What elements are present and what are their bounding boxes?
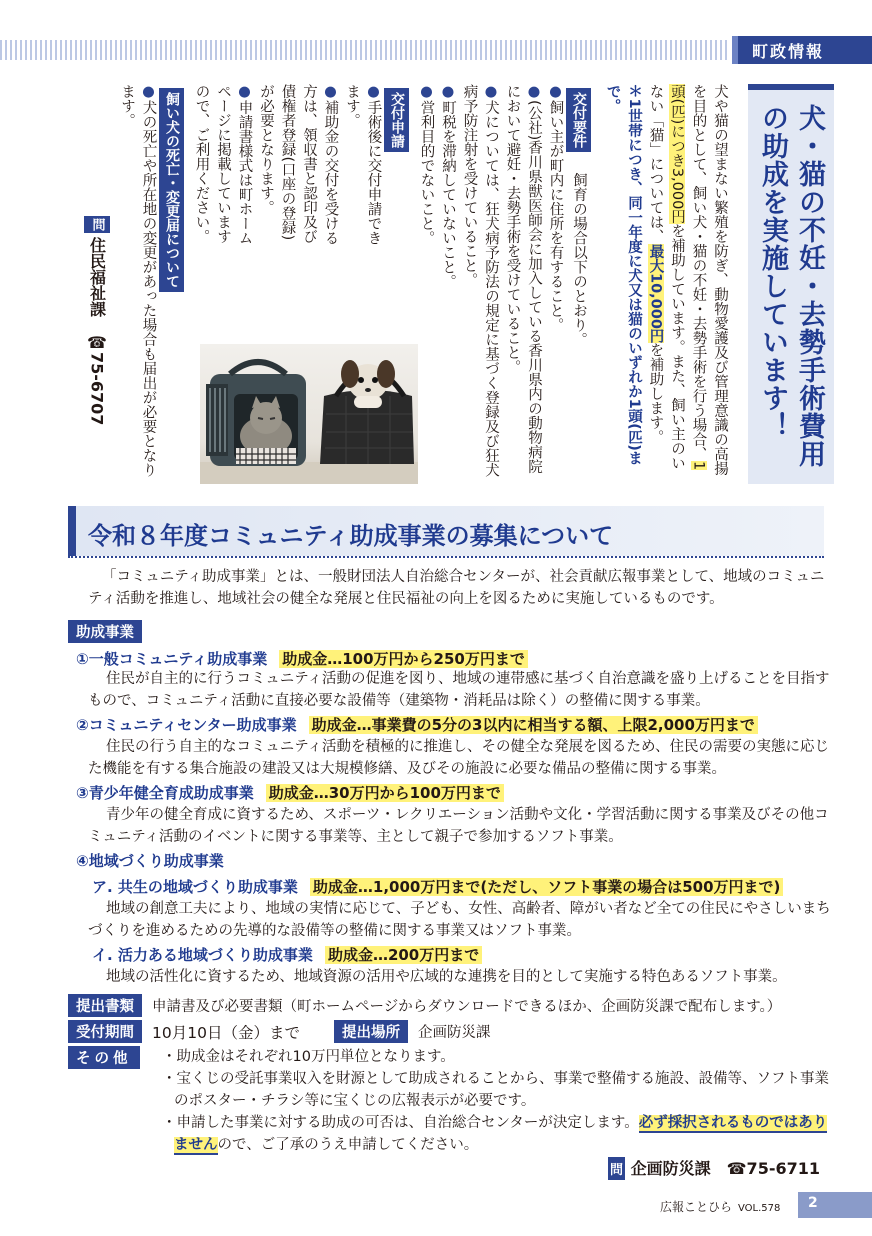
requirement-item: ●(公社)香川県獣医師会に加入している香川県内の動物病院において避妊・去勢手術を受けていること。 [504, 84, 542, 474]
subsidy-highlight-2: 最大10,000円 [647, 243, 664, 343]
subprogram-a-amount: 助成金…1,000万円まで(ただし、ソフト事業の場合は500万円まで) [310, 878, 783, 896]
program-4-heading: ④地域づくり助成事業 [76, 852, 224, 870]
requirement-item: ●町税を滞納していないこと。 [440, 84, 456, 289]
publication-footer: 広報ことひら VOL.578 [660, 1200, 781, 1214]
phone-number: ☎75-6707 [87, 333, 107, 426]
death-notice-heading: 飼い犬の死亡・変更届について [159, 88, 185, 292]
requirements-lead: 飼育の場合以下のとおり。 [571, 172, 587, 347]
apply-heading: 交付申請 [384, 88, 410, 152]
inquiry-icon: 問 [608, 1157, 625, 1180]
community-intro: 「コミュニティ助成事業」とは、一般財団法人自治総合センターが、社会貢献広報事業として、地域のコミュニティ活動を推進し、地域社会の健全な発展と住民福祉の向上を図るために実施しているものです。 [88, 569, 825, 607]
subprogram-b-desc: 地域の活性化に資するため、地域資源の活用や広域的な連携を目的として実施する特色あるソフト事業。 [106, 969, 787, 985]
period-text: 10月10日（金）まで [152, 1023, 300, 1042]
program-2-desc: 住民の行う自主的なコミュニティ活動を積極的に推進し、その健全な発展を図るため、住民の需要の実態に応じた機能を有する集合施設の建設又は大規模修繕、及びその施設に必要な備品の整備に関する事業。 [88, 739, 829, 777]
requirements-heading: 交付要件 [566, 88, 592, 152]
apply-block [384, 84, 410, 254]
docs-tag: 提出書類 [68, 994, 142, 1017]
apply-item: ●補助金の交付を受ける方は、領収書と認印及び債権者登録(口座の登録)が必要となります。 [258, 84, 339, 245]
subprogram-a-desc: 地域の創意工夫により、地域の実情に応じて、子ども、女性、高齢者、障がい者など全ての住民にやさしいまちづくりを進めるための先導的な設備等の整備に関する事業又はソフト事業。 [88, 901, 831, 939]
subprogram-b-amount: 助成金…200万円まで [325, 946, 482, 964]
docs-text: 申請書及び必要書類（町ホームページからダウンロードできるほか、企画防災課で配布します。） [152, 999, 782, 1015]
requirement-item: ●営利目的でないこと。 [418, 84, 435, 245]
phone-number: ☎75-6711 [726, 1159, 820, 1178]
apply-item: ●申請書様式は町ホームページに掲載していますので、ご利用ください。 [193, 84, 253, 245]
title-underline [68, 556, 824, 558]
header-stripe-decoration [0, 40, 730, 60]
requirements-block [566, 84, 592, 484]
cat-dog-carrier-photo [200, 344, 418, 484]
section-label: 町政情報 [732, 36, 872, 64]
death-notice-item: ●犬の死亡や所在地の変更があった場合も届出が必要となります。 [119, 84, 157, 477]
program-1-heading: ①一般コミュニティ助成事業 助成金…100万円から250万円まで [76, 648, 528, 669]
apply-item: ●手術後に交付申請できます。 [344, 84, 382, 245]
community-contact: 問 企画防災課 ☎75-6711 [610, 1159, 820, 1178]
programs-tag: 助成事業 [68, 620, 142, 643]
period-row [68, 1020, 490, 1043]
programs-tag-row [68, 620, 152, 643]
death-notice-block [159, 84, 185, 484]
program-3-amount: 助成金…30万円から100万円まで [266, 784, 504, 802]
pet-article-title: 犬・猫の不妊・去勢手術費用の助成を実施しています！ [748, 84, 834, 484]
community-section-title: 令和８年度コミュニティ助成事業の募集について [68, 506, 824, 556]
requirement-item: ●犬については、狂犬病予防法の規定に基づく登録及び狂犬病予防注射を受けていること。 [461, 84, 499, 477]
program-2-amount: 助成金…事業費の5分の3以内に相当する額、上限2,000万円まで [309, 716, 758, 734]
not-guaranteed-highlight: 必ず採択されるものではありません [174, 1115, 828, 1153]
other-item-final: ・申請した事業に対する助成の可否は、自治総合センターが決定します。必ず採択されるものではありませんので、ご了承のうえ申請してください。 [162, 1115, 828, 1153]
period-tag: 受付期間 [68, 1020, 142, 1043]
pet-contact: 問住民福祉課 ☎75-6707 [84, 84, 110, 484]
other-tag: その他 [68, 1046, 140, 1069]
subprogram-b-heading: イ. 活力ある地域づくり助成事業 助成金…200万円まで [92, 944, 482, 965]
docs-row [68, 994, 781, 1017]
place-tag: 提出場所 [334, 1020, 408, 1043]
pet-article-intro: 犬や猫の望まない繁殖を防ぎ、動物愛護及び管理意識の高揚を目的として、飼い犬・猫の不妊・去勢手術を行う場合、1頭(匹)につき3,000円を補助しています。また、飼い主のいない「猫」については、最大10,000円を補助します。 [647, 84, 728, 476]
page-number: 2 [798, 1192, 872, 1218]
program-3-heading: ③青少年健全育成助成事業 助成金…30万円から100万円まで [76, 782, 504, 803]
subsidy-highlight-1: 1頭(匹)につき3,000円 [669, 84, 707, 471]
requirement-item: ●飼い主が町内に住所を有すること。 [547, 84, 564, 332]
program-2-heading: ②コミュニティセンター助成事業 助成金…事業費の5分の3以内に相当する額、上限2,000万円まで [76, 714, 758, 735]
program-1-amount: 助成金…100万円から250万円まで [279, 650, 528, 668]
program-1-desc: 住民が自主的に行うコミュニティ活動の促進を図り、地域の連帯感に基づく自治意識を盛り上げることを目指すもので、コミュニティ活動に直接必要な設備等（建築物・消耗品は除く）の整備に関する事業。 [88, 671, 830, 709]
other-row [68, 1046, 150, 1069]
program-3-desc: 青少年の健全育成に資するため、スポーツ・レクリエーション活動や文化・学習活動に関する事業及びその他コミュニティ活動のイベントに関する事業等、主として親子で参加するソフト事業。 [88, 807, 829, 845]
pet-subsidy-article [82, 84, 834, 484]
pet-article-note: ＊1世帯につき、同一年度に犬又は猫のいずれか1頭(匹)まで。 [604, 84, 642, 466]
subprogram-a-heading: ア. 共生の地域づくり助成事業 助成金…1,000万円まで(ただし、ソフト事業の場合は500万円まで) [92, 876, 783, 897]
other-item: ・助成金はそれぞれ10万円単位となります。 [162, 1049, 455, 1065]
inquiry-icon: 問 [84, 216, 110, 233]
other-item: ・宝くじの受託事業収入を財源として助成されることから、事業で整備する施設、設備等、ソフト事業のポスター・チラシ等に宝くじの広報表示が必要です。 [162, 1071, 829, 1109]
place-text: 企画防災課 [417, 1025, 491, 1041]
